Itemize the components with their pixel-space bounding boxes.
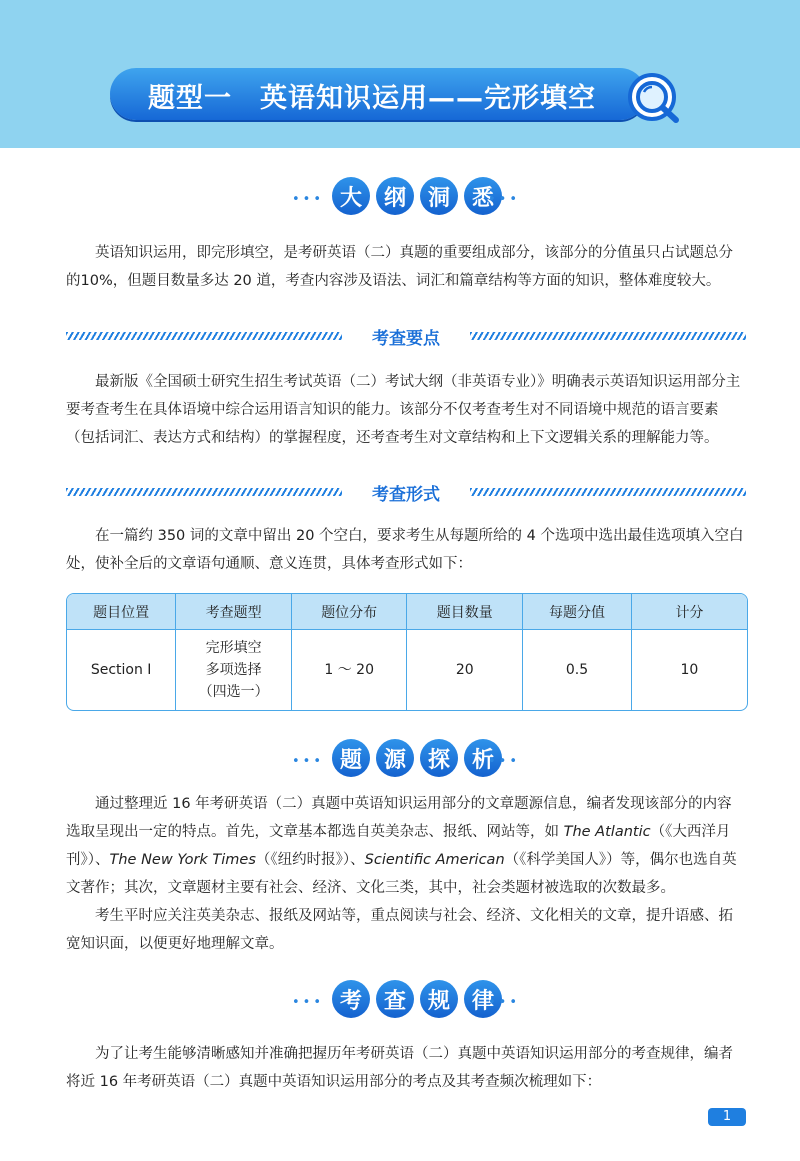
- table-header-cell: 考查题型: [176, 594, 292, 630]
- heading-char: 悉: [464, 177, 502, 215]
- page-number: 1: [708, 1108, 746, 1126]
- subheading-title: 考查形式: [372, 485, 440, 505]
- table-cell: 1 ～ 20: [291, 630, 407, 711]
- table-cell: [176, 630, 292, 711]
- table-cell: 10: [631, 630, 747, 711]
- subheading-yaodian: [66, 324, 746, 349]
- heading-char: 题: [332, 739, 370, 777]
- type-line: （四选一）: [198, 684, 269, 700]
- guilv-paragraph: 为了让考生能够清晰感知并准确把握历年考研英语（二）真题中英语知识运用部分的考查规律，编者将近 16 年考研英语（二）真题中英语知识运用部分的考点及其考查频次梳理如下：: [66, 1046, 733, 1090]
- table-header-cell: 题目数量: [407, 594, 523, 630]
- heading-char: 洞: [420, 177, 458, 215]
- magnifier-icon: [626, 70, 686, 124]
- heading-char: 查: [376, 980, 414, 1018]
- dagang-paragraph: 英语知识运用，即完形填空，是考研英语（二）真题的重要组成部分，该部分的分值虽只占试题总分的10%，但题目数量多达 20 道，考查内容涉及语法、词汇和篇章结构等方面的知识，整体难度较大。: [66, 245, 733, 289]
- type-line: 多项选择: [205, 662, 262, 678]
- heading-char: 规: [420, 980, 458, 1018]
- source-title: The Atlantic: [563, 824, 651, 840]
- table-header-cell: 每题分值: [523, 594, 632, 630]
- tiyuan-paragraph-2: 考生平时应关注英美杂志、报纸及网站等，重点阅读与社会、经济、文化相关的文章，提升语感、拓宽知识面，以便更好地理解文章。: [66, 908, 733, 952]
- xingshi-paragraph: 在一篇约 350 词的文章中留出 20 个空白，要求考生从每题所给的 4 个选项中选出最佳选项填入空白处，使补全后的文章语句通顺、意义连贯，具体考查形式如下：: [66, 528, 744, 572]
- format-table: [66, 593, 748, 711]
- source-title: The New York Times: [109, 852, 256, 868]
- subheading-xingshi: [66, 480, 746, 505]
- heading-char: 析: [464, 739, 502, 777]
- table-header-row: [67, 594, 747, 630]
- section-heading-dagang: ••• 大 纲 洞 悉 •••: [0, 177, 800, 217]
- subheading-title: 考查要点: [372, 329, 440, 349]
- yaodian-paragraph: 最新版《全国硕士研究生招生考试英语（二）考试大纲（非英语专业）》明确表示英语知识运用部分主要考查考生在具体语境中综合运用语言知识的能力。该部分不仅考查考生对不同语境中规范的语言要素（包括词汇、表达方式和结构）的掌握程度，还考查考生对文章结构和上下文逻辑关系的理解能力等。: [66, 374, 741, 446]
- table-header-cell: 题目位置: [67, 594, 176, 630]
- table-cell: 0.5: [523, 630, 632, 711]
- tiyuan-paragraph-1: 通过整理近 16 年考研英语（二）真题中英语知识运用部分的文章题源信息，编者发现该部分的内容选取呈现出一定的特点。首先，文章基本都选自英美杂志、报纸、网站等，如 The Atlantic（《大西洋月刊》）、The New York Times（《纽约时报》）、Scientific American（《科学美国人》）等，偶尔也选自英文著作；其次，文章题材主要有社会、经济、文化三类，其中，社会类题材被选取的次数最多。: [66, 796, 737, 896]
- page-title: 题型一 英语知识运用——完形填空: [148, 83, 596, 114]
- table-cell: Section Ⅰ: [67, 630, 176, 711]
- heading-char: 考: [332, 980, 370, 1018]
- section-heading-tiyuan: ••• 题 源 探 析 •••: [0, 739, 800, 779]
- table-row: [67, 630, 747, 711]
- heading-char: 律: [464, 980, 502, 1018]
- section-heading-guilv: ••• 考 查 规 律 •••: [0, 980, 800, 1020]
- table-cell: 20: [407, 630, 523, 711]
- type-line: 完形填空: [205, 640, 262, 656]
- heading-char: 探: [420, 739, 458, 777]
- table-header-cell: 计分: [631, 594, 747, 630]
- heading-char: 源: [376, 739, 414, 777]
- heading-char: 大: [332, 177, 370, 215]
- table-header-cell: 题位分布: [291, 594, 407, 630]
- heading-char: 纲: [376, 177, 414, 215]
- source-title: Scientific American: [364, 852, 505, 868]
